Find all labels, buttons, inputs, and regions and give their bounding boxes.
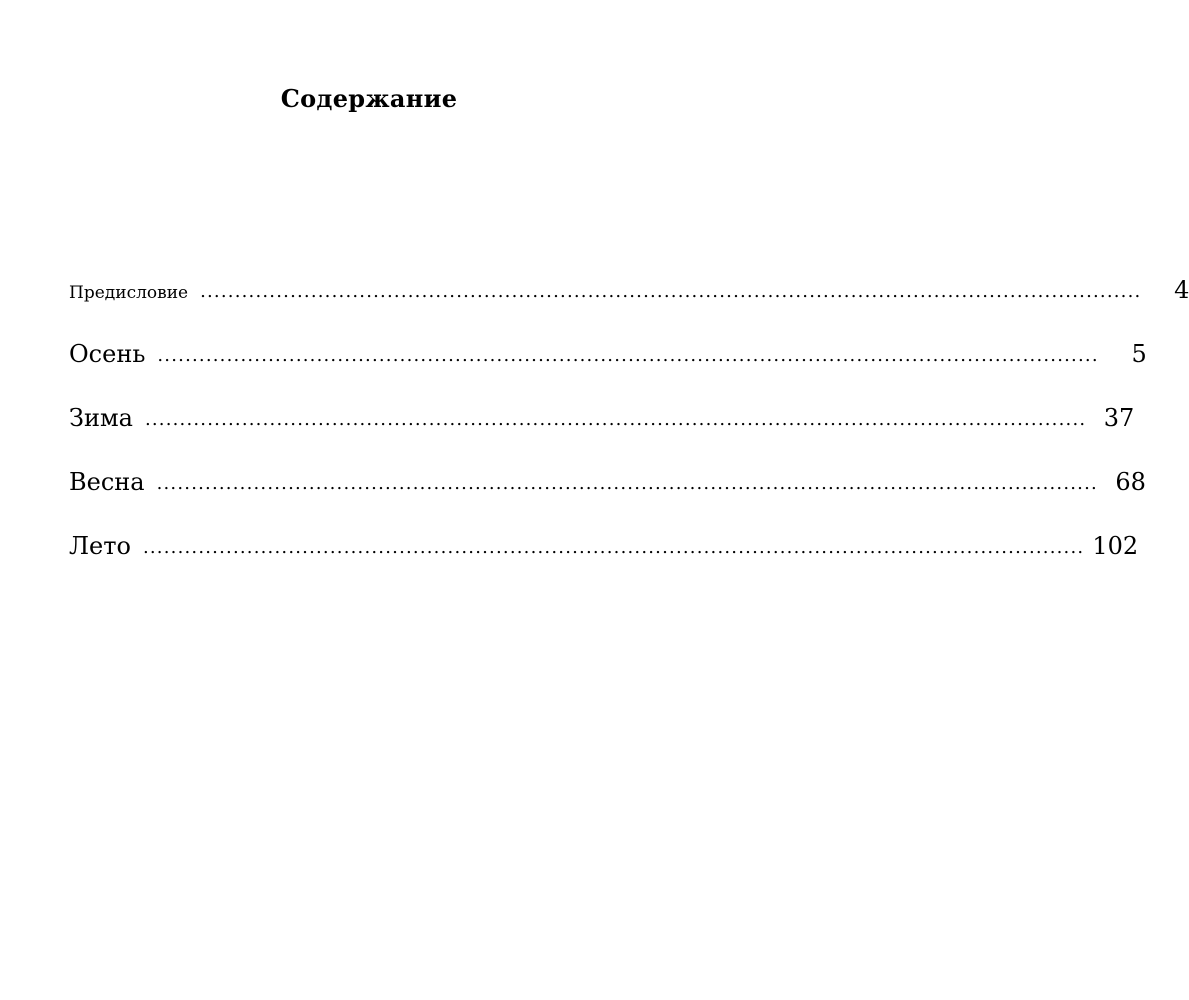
toc-entry-autumn: [69, 334, 1147, 398]
page-title: Содержание: [280, 84, 458, 113]
toc-entry-spring: [69, 462, 1146, 526]
toc-entry-preface: [69, 270, 1189, 334]
dot-leader: ........................................................................................................................................: [144, 409, 1087, 430]
table-of-contents: [69, 270, 1189, 590]
toc-entry-summer: [69, 526, 1139, 590]
toc-entry-winter: [69, 398, 1135, 462]
toc-entry-page-number: 5: [1131, 340, 1147, 368]
toc-entry-label: Предисловие: [69, 283, 189, 303]
toc-entry-page-number: 37: [1103, 404, 1135, 432]
dot-leader: ........................................................................................................................................: [156, 473, 1098, 494]
dot-leader: ........................................................................................................................................: [157, 345, 1099, 366]
toc-entry-page-number: 4: [1174, 276, 1189, 304]
toc-entry-label: Лето: [69, 532, 131, 560]
toc-entry-label: Весна: [69, 468, 145, 496]
toc-entry-label: Зима: [69, 404, 133, 432]
dot-leader: ........................................................................................................................................: [142, 537, 1085, 558]
dot-leader: ........................................................................................................................................: [200, 281, 1142, 302]
toc-entry-page-number: 102: [1092, 532, 1139, 560]
toc-entry-label: Осень: [69, 340, 146, 368]
toc-entry-page-number: 68: [1115, 468, 1146, 496]
